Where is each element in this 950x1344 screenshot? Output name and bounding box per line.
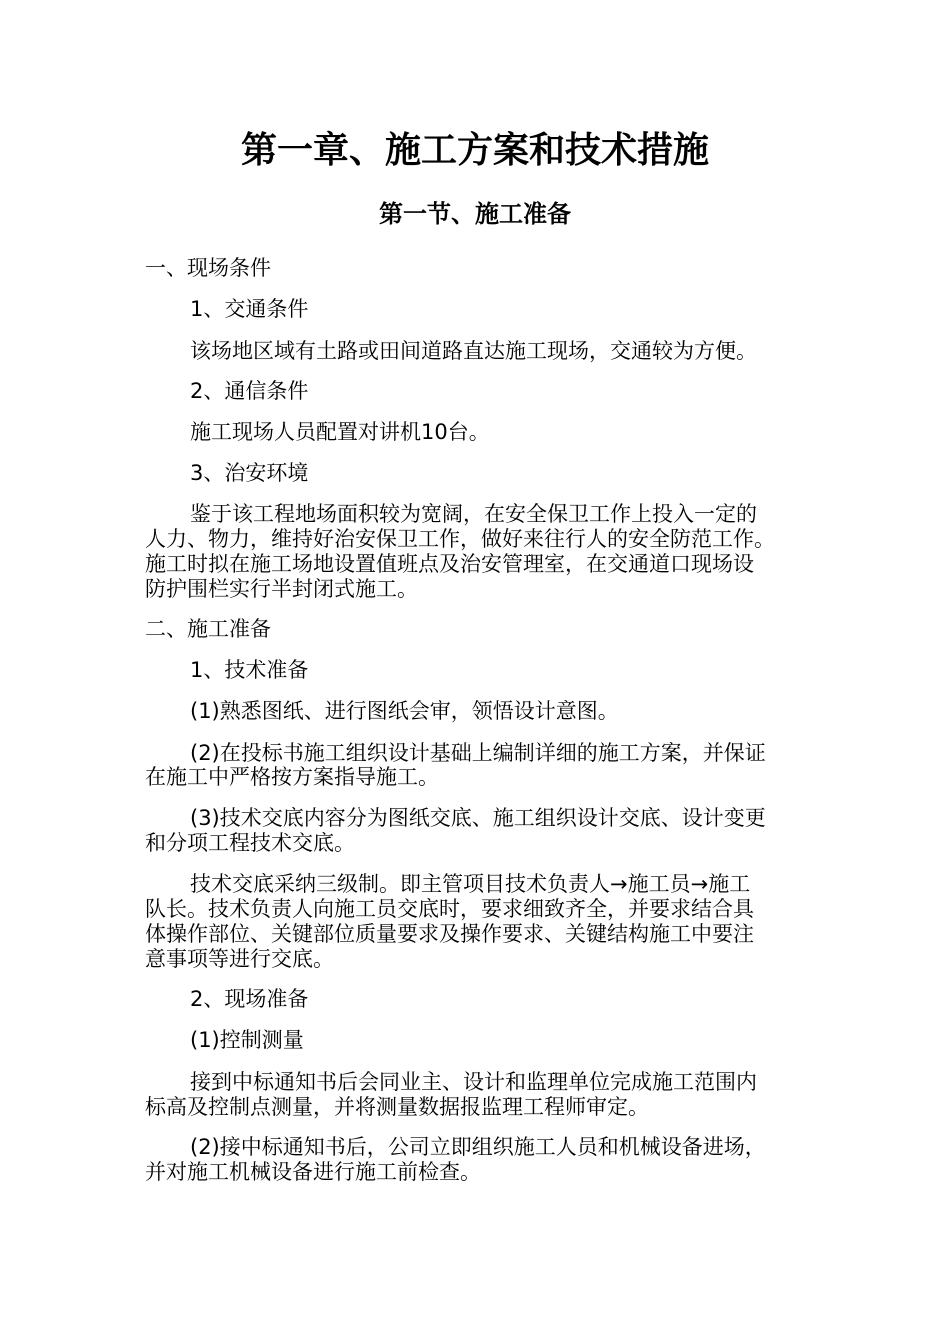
- paragraph-line: 队长。技术负责人向施工员交底时，要求细致齐全，并要求结合具: [145, 897, 754, 921]
- paragraph-line: 标高及控制点测量，并将测量数据报监理工程师审定。: [145, 1095, 649, 1119]
- paragraph-line: 人力、物力，维持好治安保卫工作，做好来往行人的安全防范工作。: [145, 527, 775, 551]
- paragraph-line: 在施工中严格按方案指导施工。: [145, 765, 439, 789]
- subheading-site-prep: 2、现场准备: [190, 987, 309, 1011]
- paragraph-line: (2)接中标通知书后，公司立即组织施工人员和机械设备进场，: [190, 1135, 766, 1159]
- section-title: 第一节、施工准备: [379, 199, 571, 228]
- paragraph-line: 接到中标通知书后会同业主、设计和监理单位完成施工范围内: [190, 1070, 757, 1094]
- paragraph-line: (2)在投标书施工组织设计基础上编制详细的施工方案，并保证: [190, 741, 766, 765]
- paragraph-line: (1)熟悉图纸、进行图纸会审，领悟设计意图。: [190, 699, 619, 723]
- paragraph-line: 该场地区域有土路或田间道路直达施工现场，交通较为方便。: [190, 339, 757, 363]
- subheading-control-survey: (1)控制测量: [190, 1028, 304, 1052]
- paragraph-line: 鉴于该工程地场面积较为宽阔，在安全保卫工作上投入一定的: [190, 502, 757, 526]
- subheading-technical-prep: 1、技术准备: [190, 658, 309, 682]
- paragraph-line: 意事项等进行交底。: [145, 947, 334, 971]
- paragraph-line: (3)技术交底内容分为图纸交底、施工组织设计交底、设计变更: [190, 806, 766, 830]
- paragraph-line: 防护围栏实行半封闭式施工。: [145, 577, 418, 601]
- paragraph-line: 施工时拟在施工场地设置值班点及治安管理室，在交通道口现场设: [145, 552, 754, 576]
- paragraph-line: 施工现场人员配置对讲机10台。: [190, 420, 490, 444]
- paragraph-line: 技术交底采纳三级制。即主管项目技术负责人→施工员→施工: [190, 872, 751, 896]
- paragraph-line: 并对施工机械设备进行施工前检查。: [145, 1160, 481, 1184]
- paragraph-line: 和分项工程技术交底。: [145, 831, 355, 855]
- subheading-communication: 2、通信条件: [190, 379, 309, 403]
- heading-construction-prep: 二、施工准备: [145, 617, 271, 641]
- heading-site-conditions: 一、现场条件: [145, 256, 271, 280]
- chapter-title: 第一章、施工方案和技术措施: [240, 129, 709, 171]
- subheading-security: 3、治安环境: [190, 461, 309, 485]
- subheading-traffic: 1、交通条件: [190, 297, 309, 321]
- paragraph-line: 体操作部位、关键部位质量要求及操作要求、关键结构施工中要注: [145, 922, 754, 946]
